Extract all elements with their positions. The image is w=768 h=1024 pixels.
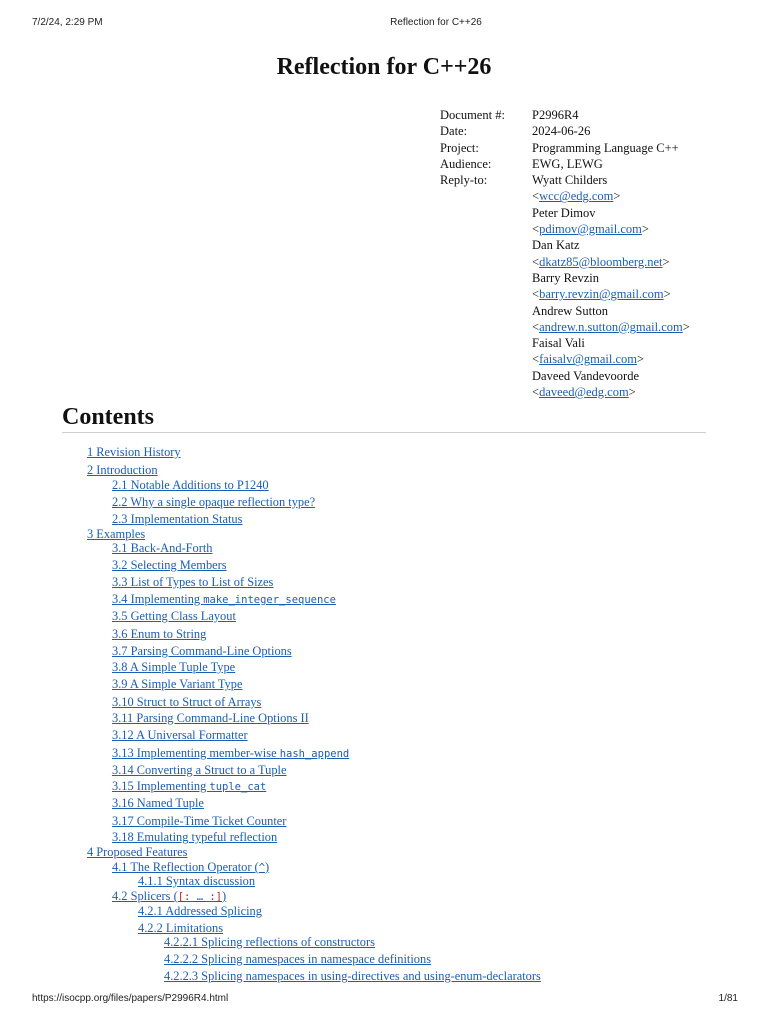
toc-link[interactable]: 2.2 Why a single opaque reflection type? bbox=[112, 495, 316, 509]
angle-open: < bbox=[532, 319, 540, 334]
meta-value: 2024-06-26 bbox=[532, 124, 591, 139]
toc-link[interactable]: 3.9 A Simple Variant Type bbox=[112, 677, 243, 691]
toc-link-text: 4.1 The Reflection Operator ( bbox=[112, 860, 259, 874]
meta-value: Programming Language C++ bbox=[532, 140, 679, 155]
toc-link-text: 3.4 Implementing bbox=[112, 592, 204, 606]
toc-link[interactable]: 4.2.2 Limitations bbox=[138, 921, 224, 935]
toc-link[interactable]: 3.14 Converting a Struct to a Tuple bbox=[112, 763, 287, 777]
angle-close: > bbox=[682, 319, 690, 334]
toc-link[interactable]: 1 Revision History bbox=[87, 445, 181, 459]
page-number: 1/81 bbox=[718, 993, 738, 1004]
author-email-link[interactable]: barry.revzin@gmail.com bbox=[539, 287, 664, 302]
toc-link[interactable]: 3.12 A Universal Formatter bbox=[112, 728, 248, 742]
author-email-link[interactable]: dkatz85@bloomberg.net bbox=[539, 254, 663, 269]
toc-link[interactable]: 4.2.1 Addressed Splicing bbox=[138, 904, 262, 918]
toc-link[interactable] bbox=[112, 860, 269, 875]
toc-link[interactable]: 4 Proposed Features bbox=[87, 845, 188, 859]
author-name: Barry Revzin bbox=[532, 270, 599, 285]
meta-key: Audience: bbox=[440, 156, 492, 171]
author-name: Peter Dimov bbox=[532, 205, 596, 220]
toc-link-code: ^ bbox=[258, 862, 266, 874]
author-list bbox=[532, 172, 732, 400]
toc-link-code: [: bbox=[177, 891, 191, 903]
meta-key: Project: bbox=[440, 140, 479, 155]
meta-key: Date: bbox=[440, 124, 468, 139]
author-name: Wyatt Childers bbox=[532, 173, 608, 188]
toc-link[interactable]: 2.3 Implementation Status bbox=[112, 512, 243, 526]
author-email-line bbox=[532, 188, 732, 204]
document-metadata bbox=[440, 107, 732, 400]
meta-row-reply-to bbox=[440, 172, 732, 400]
toc-link[interactable] bbox=[112, 889, 226, 904]
toc-link-code: make_integer_sequence bbox=[203, 594, 336, 606]
author-email-link[interactable]: pdimov@gmail.com bbox=[539, 222, 642, 237]
toc-link[interactable]: 3.10 Struct to Struct of Arrays bbox=[112, 695, 262, 709]
meta-key: Reply-to: bbox=[440, 173, 488, 188]
toc-link-text: 3.15 Implementing bbox=[112, 779, 210, 793]
toc-link[interactable]: 3.2 Selecting Members bbox=[112, 558, 227, 572]
toc-link[interactable]: 4.1.1 Syntax discussion bbox=[138, 874, 256, 888]
meta-row-audience bbox=[440, 156, 732, 172]
toc-link-text: ) bbox=[222, 889, 227, 903]
toc-link-text: ) bbox=[265, 860, 270, 874]
toc-link[interactable]: 2 Introduction bbox=[87, 463, 158, 477]
print-datetime: 7/2/24, 2:29 PM bbox=[32, 17, 103, 28]
toc-link[interactable] bbox=[112, 779, 266, 794]
toc-link-text: 3.13 Implementing member-wise bbox=[112, 746, 280, 760]
meta-row-document bbox=[440, 107, 732, 123]
meta-row-date bbox=[440, 123, 732, 139]
angle-close: > bbox=[628, 385, 636, 400]
toc-link[interactable]: 3.16 Named Tuple bbox=[112, 796, 204, 810]
document-title: Reflection for C++26 bbox=[276, 54, 492, 80]
meta-key: Document #: bbox=[440, 108, 505, 122]
toc-link[interactable]: 3.7 Parsing Command-Line Options bbox=[112, 644, 292, 658]
toc-link[interactable]: 3.1 Back-And-Forth bbox=[112, 541, 213, 555]
contents-divider bbox=[62, 432, 706, 433]
author-name: Andrew Sutton bbox=[532, 303, 609, 318]
angle-open: < bbox=[532, 352, 540, 367]
author-email-link[interactable]: daveed@edg.com bbox=[539, 385, 629, 400]
print-page-title: Reflection for C++26 bbox=[390, 17, 482, 28]
toc-link[interactable]: 4.2.2.3 Splicing namespaces in using-directives and using-enum-declarators bbox=[164, 969, 541, 983]
author-email-link[interactable]: wcc@edg.com bbox=[539, 189, 614, 204]
toc-link-code: :] bbox=[209, 891, 223, 903]
toc-link[interactable] bbox=[112, 592, 336, 607]
author-email-line bbox=[532, 254, 732, 270]
toc-link[interactable]: 3.17 Compile-Time Ticket Counter bbox=[112, 814, 287, 828]
author-email-line bbox=[532, 221, 732, 237]
print-url: https://isocpp.org/files/papers/P2996R4.html bbox=[32, 993, 229, 1004]
author-email-line bbox=[532, 319, 732, 335]
toc-link[interactable]: 3 Examples bbox=[87, 527, 146, 541]
toc-link[interactable]: 2.1 Notable Additions to P1240 bbox=[112, 478, 269, 492]
toc-link-code: hash_append bbox=[279, 748, 350, 760]
toc-link[interactable]: 3.8 A Simple Tuple Type bbox=[112, 660, 236, 674]
toc-link[interactable]: 3.6 Enum to String bbox=[112, 627, 207, 641]
toc-link[interactable]: 3.3 List of Types to List of Sizes bbox=[112, 575, 274, 589]
angle-open: < bbox=[532, 189, 540, 204]
meta-value: EWG, LEWG bbox=[532, 156, 603, 171]
author-name: Faisal Vali bbox=[532, 336, 585, 351]
toc-link-code: … bbox=[190, 891, 210, 903]
toc-link[interactable]: 3.5 Getting Class Layout bbox=[112, 609, 236, 623]
author-email-line bbox=[532, 286, 732, 302]
angle-close: > bbox=[641, 222, 649, 237]
author-email-line bbox=[532, 384, 732, 400]
angle-close: > bbox=[662, 254, 670, 269]
angle-close: > bbox=[663, 287, 671, 302]
angle-open: < bbox=[532, 287, 540, 302]
author-name: Daveed Vandevoorde bbox=[532, 368, 640, 383]
meta-row-project bbox=[440, 140, 732, 156]
angle-open: < bbox=[532, 222, 540, 237]
toc-link-text: 4.2 Splicers ( bbox=[112, 889, 178, 903]
angle-open: < bbox=[532, 385, 540, 400]
author-email-link[interactable]: andrew.n.sutton@gmail.com bbox=[539, 319, 683, 334]
angle-close: > bbox=[613, 189, 621, 204]
meta-value: P2996R4 bbox=[532, 108, 579, 122]
toc-link[interactable]: 3.11 Parsing Command-Line Options II bbox=[112, 711, 309, 725]
toc-link[interactable] bbox=[112, 746, 349, 761]
toc-link[interactable]: 4.2.2.2 Splicing namespaces in namespace definitions bbox=[164, 952, 432, 966]
author-email-link[interactable]: faisalv@gmail.com bbox=[539, 352, 638, 367]
angle-open: < bbox=[532, 254, 540, 269]
toc-link-code: tuple_cat bbox=[209, 781, 267, 793]
author-email-line bbox=[532, 351, 732, 367]
contents-heading: Contents bbox=[62, 404, 155, 430]
author-name: Dan Katz bbox=[532, 238, 580, 253]
angle-close: > bbox=[637, 352, 645, 367]
toc-link[interactable]: 4.2.2.1 Splicing reflections of constructors bbox=[164, 935, 375, 949]
toc-link[interactable]: 3.18 Emulating typeful reflection bbox=[112, 830, 278, 844]
